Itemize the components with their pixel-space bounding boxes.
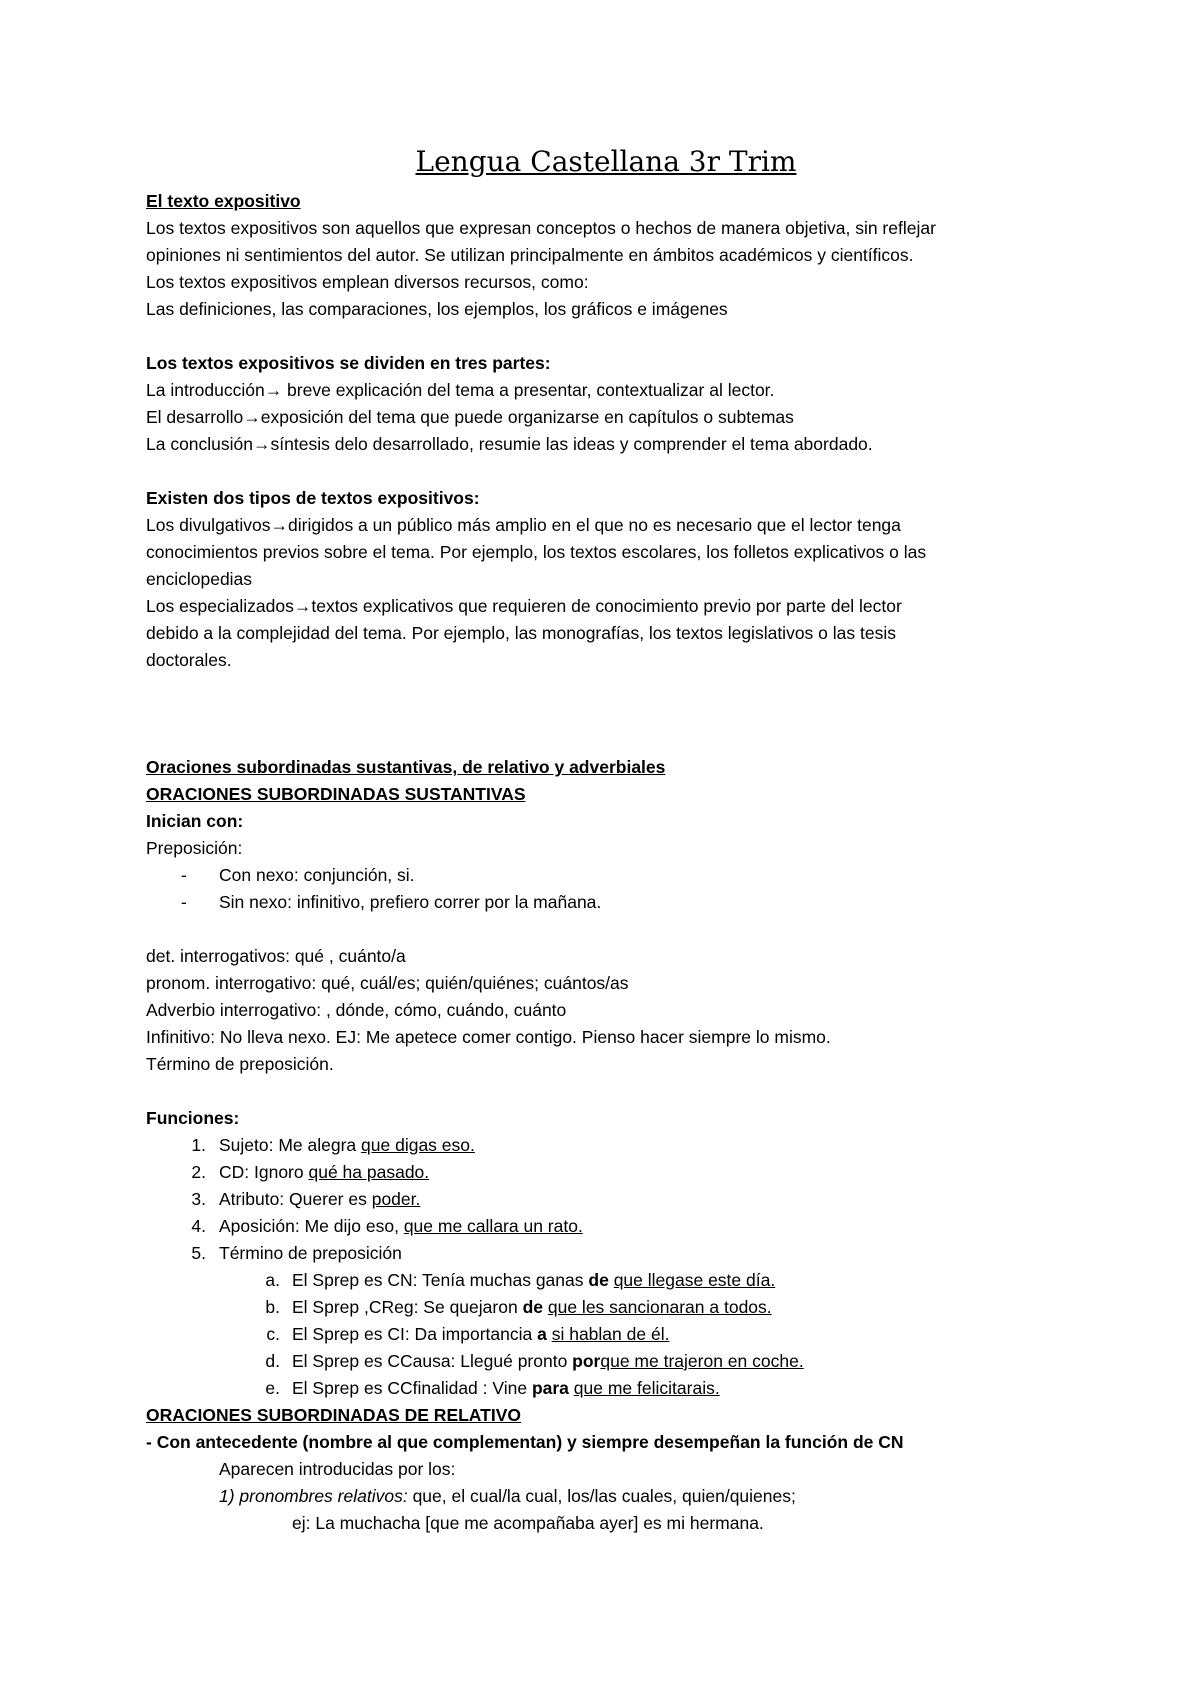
- label-inician: Inician con:: [146, 811, 244, 831]
- list-item: [146, 889, 1066, 916]
- item-text: CD: Ignoro: [219, 1162, 309, 1182]
- paragraph-line: Aparecen introducidas por los:: [219, 1459, 456, 1479]
- section-heading-partes: Los textos expositivos se dividen en tres partes:: [146, 353, 551, 373]
- numbered-item: [146, 1159, 1066, 1186]
- paragraph-line: Término de preposición.: [146, 1054, 334, 1074]
- paragraph-line: La introducción→ breve explicación del tema a presentar, contextualizar al lector.: [146, 380, 775, 400]
- section-heading-texto-expositivo: El texto expositivo: [146, 191, 301, 211]
- bold-statement: - Con antecedente (nombre al que complementan) y siempre desempeñan la función de CN: [146, 1432, 904, 1452]
- item-text: El Sprep es CCausa: Llegué pronto: [292, 1351, 573, 1371]
- spacer: [146, 323, 1066, 350]
- page-title: Lengua Castellana 3r Trim: [415, 145, 797, 178]
- numbered-item: [146, 1213, 1066, 1240]
- lettered-item: [146, 1294, 1066, 1321]
- list-number: 3.: [191, 1189, 206, 1209]
- subheading-relativo: ORACIONES SUBORDINADAS DE RELATIVO: [146, 1405, 521, 1425]
- label-preposicion: Preposición:: [146, 838, 243, 858]
- underlined-example: qué ha pasado.: [308, 1162, 430, 1182]
- paragraph-line: Los textos expositivos son aquellos que expresan conceptos o hechos de manera objetiva, sin reflejar: [146, 218, 936, 238]
- paragraph-line: El desarrollo→exposición del tema que puede organizarse en capítulos o subtemas: [146, 407, 794, 427]
- section-heading-oraciones: Oraciones subordinadas sustantivas, de relativo y adverbiales: [146, 757, 666, 777]
- list-letter: a.: [265, 1270, 280, 1290]
- paragraph-line: opiniones ni sentimientos del autor. Se utilizan principalmente en ámbitos académicos y científicos.: [146, 245, 914, 265]
- list-letter: c.: [266, 1324, 280, 1344]
- list-item-text: Con nexo: conjunción, si.: [219, 865, 415, 885]
- underlined-example: que les sancionaran a todos.: [547, 1297, 772, 1317]
- paragraph-line: det. interrogativos: qué , cuánto/a: [146, 946, 406, 966]
- list-number: 5.: [191, 1243, 206, 1263]
- bold-preposition: para: [531, 1378, 569, 1398]
- item-text: El Sprep es CCfinalidad : Vine: [292, 1378, 532, 1398]
- numbered-item: [146, 1240, 1066, 1267]
- item-text: Término de preposición: [219, 1243, 402, 1263]
- paragraph-line: pronom. interrogativo: qué, cuál/es; quién/quiénes; cuántos/as: [146, 973, 629, 993]
- numbered-item: [146, 1186, 1066, 1213]
- underlined-example: poder.: [371, 1189, 421, 1209]
- document-content: [146, 142, 1066, 1537]
- bold-preposition: de: [588, 1270, 609, 1290]
- item-text: El Sprep es CI: Da importancia: [292, 1324, 538, 1344]
- lettered-item: [146, 1267, 1066, 1294]
- item-text: Atributo: Querer es: [219, 1189, 372, 1209]
- example-line: ej: La muchacha [que me acompañaba ayer] es mi hermana.: [292, 1513, 764, 1533]
- list-letter: b.: [265, 1297, 280, 1317]
- subheading-sustantivas: ORACIONES SUBORDINADAS SUSTANTIVAS: [146, 784, 526, 804]
- underlined-example: si hablan de él.: [551, 1324, 670, 1344]
- underlined-example: que me callara un rato.: [403, 1216, 583, 1236]
- underlined-example: que me felicitarais.: [573, 1378, 720, 1398]
- item-text: que, el cual/la cual, los/las cuales, quien/quienes;: [407, 1486, 796, 1506]
- label-funciones: Funciones:: [146, 1108, 240, 1128]
- bold-preposition: de: [522, 1297, 543, 1317]
- lettered-item: [146, 1375, 1066, 1402]
- italic-label: 1) pronombres relativos:: [219, 1486, 408, 1506]
- paragraph-line: conocimientos previos sobre el tema. Por ejemplo, los textos escolares, los folletos explicativos o las: [146, 542, 927, 562]
- paragraph-line: Los especializados→textos explicativos que requieren de conocimiento previo por parte del lector: [146, 596, 902, 616]
- paragraph-line: [146, 1483, 1066, 1510]
- list-number: 4.: [191, 1216, 206, 1236]
- dash-marker: -: [181, 865, 187, 885]
- list-number: 1.: [191, 1135, 206, 1155]
- lettered-item: [146, 1348, 1066, 1375]
- lettered-item: [146, 1321, 1066, 1348]
- list-item: [146, 862, 1066, 889]
- bold-preposition: a: [537, 1324, 547, 1344]
- item-text: El Sprep es CN: Tenía muchas ganas: [292, 1270, 589, 1290]
- numbered-item: [146, 1132, 1066, 1159]
- underlined-example: que me trajeron en coche.: [600, 1351, 804, 1371]
- spacer: [146, 674, 1066, 754]
- item-text: Aposición: Me dijo eso,: [219, 1216, 404, 1236]
- list-number: 2.: [191, 1162, 206, 1182]
- section-heading-tipos: Existen dos tipos de textos expositivos:: [146, 488, 480, 508]
- item-text: El Sprep ,CReg: Se quejaron: [292, 1297, 523, 1317]
- spacer: [146, 916, 1066, 943]
- underlined-example: que llegase este día.: [613, 1270, 776, 1290]
- spacer: [146, 458, 1066, 485]
- list-letter: e.: [265, 1378, 280, 1398]
- paragraph-line: Los textos expositivos emplean diversos recursos, como:: [146, 272, 589, 292]
- spacer: [146, 1078, 1066, 1105]
- paragraph-line: Las definiciones, las comparaciones, los ejemplos, los gráficos e imágenes: [146, 299, 728, 319]
- list-item-text: Sin nexo: infinitivo, prefiero correr por la mañana.: [219, 892, 602, 912]
- list-letter: d.: [265, 1351, 280, 1371]
- paragraph-line: Los divulgativos→dirigidos a un público más amplio en el que no es necesario que el lector tenga: [146, 515, 901, 535]
- paragraph-line: debido a la complejidad del tema. Por ejemplo, las monografías, los textos legislativos o las tesis: [146, 623, 896, 643]
- underlined-example: que digas eso.: [361, 1135, 475, 1155]
- paragraph-line: enciclopedias: [146, 569, 253, 589]
- paragraph-line: La conclusión→síntesis delo desarrollado, resumie las ideas y comprender el tema abordado.: [146, 434, 873, 454]
- item-text: Sujeto: Me alegra: [219, 1135, 362, 1155]
- paragraph-line: doctorales.: [146, 650, 232, 670]
- dash-marker: -: [181, 892, 187, 912]
- paragraph-line: Adverbio interrogativo: , dónde, cómo, cuándo, cuánto: [146, 1000, 567, 1020]
- bold-preposition: por: [572, 1351, 601, 1371]
- paragraph-line: Infinitivo: No lleva nexo. EJ: Me apetece comer contigo. Pienso hacer siempre lo mismo.: [146, 1027, 831, 1047]
